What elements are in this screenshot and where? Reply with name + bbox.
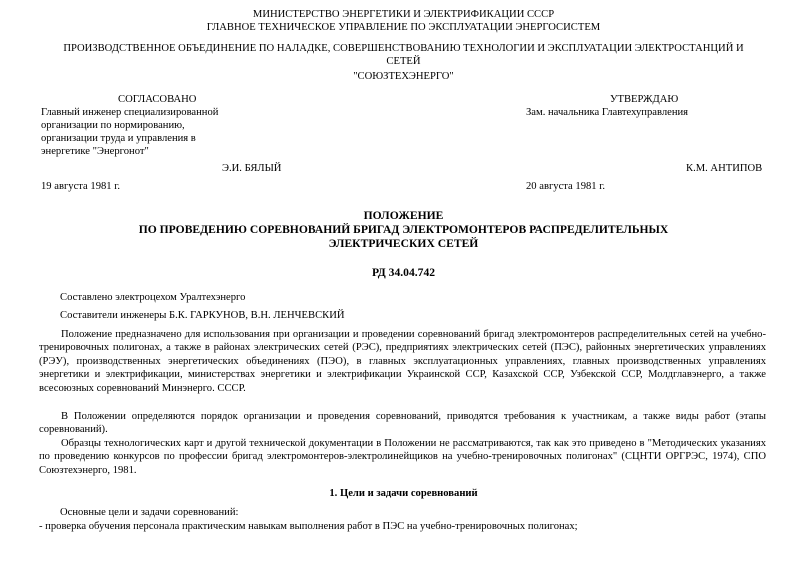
document-title-line2: ПО ПРОВЕДЕНИЮ СОРЕВНОВАНИЙ БРИГАД ЭЛЕКТРОМОНТЕРОВ РАСПРЕДЕЛИТЕЛЬНЫХ	[138, 223, 669, 236]
department-heading: ГЛАВНОЕ ТЕХНИЧЕСКОЕ УПРАВЛЕНИЕ ПО ЭКСПЛУАТАЦИИ ЭНЕРГОСИСТЕМ	[206, 22, 601, 33]
authors: Составители инженеры Б.К. ГАРКУНОВ, В.Н. ЛЕНЧЕВСКИЙ	[60, 310, 345, 321]
approval-left-title: СОГЛАСОВАНО	[118, 94, 197, 105]
approval-right-line1: Зам. начальника Главтехуправления	[526, 107, 689, 118]
approval-right-signatory: К.М. АНТИПОВ	[686, 163, 763, 174]
association-heading-line2: СЕТЕЙ	[386, 56, 421, 67]
document-code: РД 34.04.742	[371, 266, 436, 279]
paragraph-scope: В Положении определяются порядок организации и проведения соревнований, приводятся требования к участникам, а также виды работ (этапы соревнований).	[39, 411, 766, 436]
approval-right-title: УТВЕРЖДАЮ	[610, 94, 679, 105]
goals-intro: Основные цели и задачи соревнований:	[60, 507, 239, 518]
approval-left-line1: Главный инженер специализированной	[41, 107, 219, 118]
document-title-line3: ЭЛЕКТРИЧЕСКИХ СЕТЕЙ	[328, 237, 479, 250]
paragraph-references: Образцы технологических карт и другой технической документации в Положении не рассматриваются, так как это приведено в "Методических указаниях по проведению конкурсов по профессии бригад электромонтеров-электролинейщиков на учебно-тренировочных полигонах" (СЦНТИ ОРГРЭС, 1974), СПО Союзтехэнерго, 1981.	[39, 438, 766, 476]
approval-left-signatory: Э.И. БЯЛЫЙ	[222, 163, 282, 174]
paragraph-purpose: Положение предназначено для использования при организации и проведении соревнований бригад электромонтеров распределительных сетей на учебно-тренировочных полигонах, а также в районах электрических сетей (РЭС), предприятиях электрических сетей (ПЭС), районных энергетических управлениях (РЭУ), производственных энергетических объединениях (ПЭО), в главных эксплуатационных управлениях, главных производственных управлениях энергетики и электрификации, министерствах энергетики и электрификации Украинской ССР, Казахской ССР, Узбекской ССР, Молдглавэнерго, а также всесоюзных соревнований Минэнерго. СССР.	[39, 329, 766, 394]
approval-left-line4: энергетике "Энергонот"	[41, 146, 149, 157]
ministry-heading: МИНИСТЕРСТВО ЭНЕРГЕТИКИ И ЭЛЕКТРИФИКАЦИИ СССР	[252, 9, 555, 20]
section-1-title: 1. Цели и задачи соревнований	[329, 488, 478, 499]
association-name: "СОЮЗТЕХЭНЕРГО"	[353, 71, 454, 82]
approval-left-line2: организации по нормированию,	[41, 120, 185, 131]
document-title-line1: ПОЛОЖЕНИЕ	[363, 209, 444, 222]
association-heading-line1: ПРОИЗВОДСТВЕННОЕ ОБЪЕДИНЕНИЕ ПО НАЛАДКЕ, СОВЕРШЕНСТВОВАНИЮ ТЕХНОЛОГИИ И ЭКСПЛУАТАЦИИ ЭЛЕКТРОСТАНЦИЙ И	[63, 43, 744, 54]
goal-item-1: - проверка обучения персонала практическим навыкам выполнения работ в ПЭС на учебно-тренировочных полигонах;	[39, 521, 578, 532]
compiled-by: Составлено электроцехом Уралтехэнерго	[60, 292, 246, 303]
approval-left-date: 19 августа 1981 г.	[41, 181, 121, 192]
approval-right-date: 20 августа 1981 г.	[526, 181, 606, 192]
approval-left-line3: организации труда и управления в	[41, 133, 196, 144]
